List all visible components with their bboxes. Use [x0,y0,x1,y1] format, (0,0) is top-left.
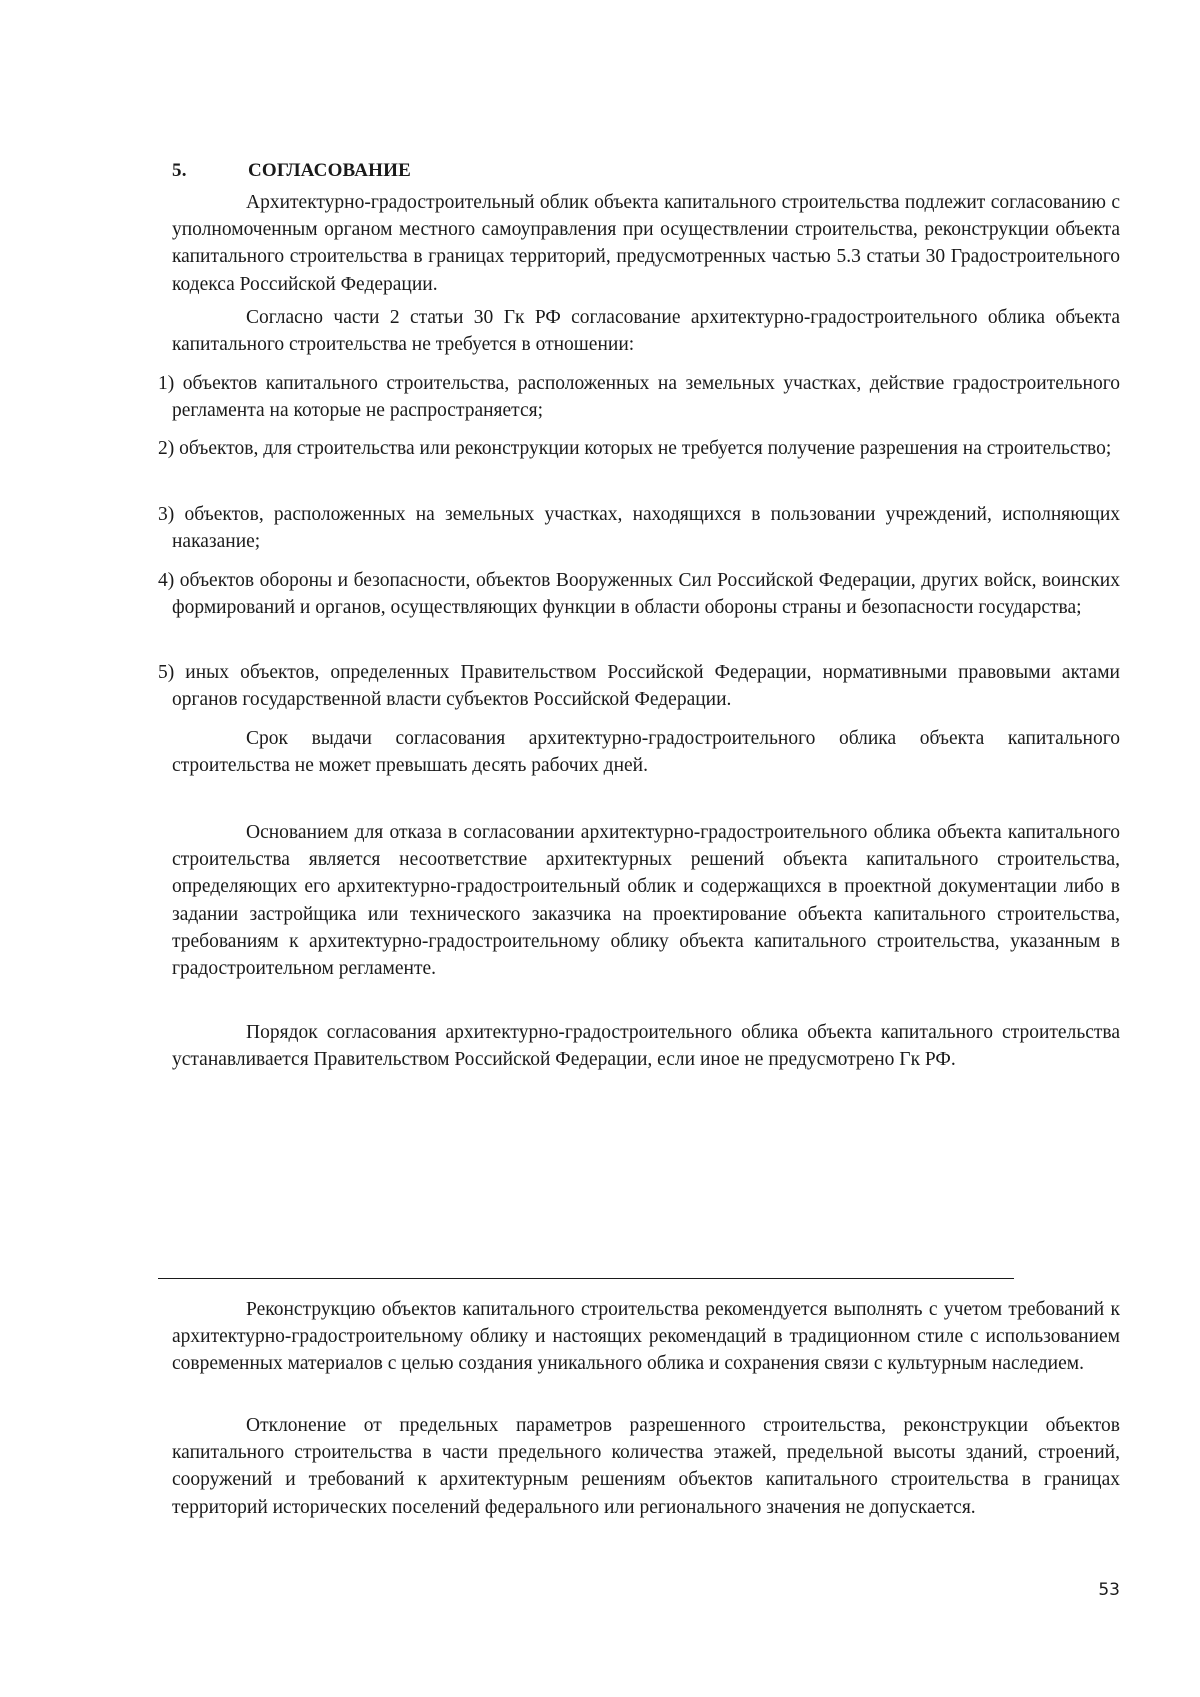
section-heading [172,160,411,182]
paragraph-refusal-grounds: Основанием для отказа в согласовании архитектурно-градостроительного облика объекта капитального строительства является несоответствие архитектурных решений объекта капитального строительства, определяющих его архитектурно-градостроительный облик и содержащихся в проектной документации либо в задании застройщика или технического заказчика на проектирование объекта капитального строительства, требованиям к архитектурно-градостроительному облику объекта капитального строительства, указанным в градостроительном регламенте. [172,822,1120,980]
paragraph-reconstruction-recommendation: Реконструкцию объектов капитального строительства рекомендуется выполнять с учетом требований к архитектурно-градостроительному облику и настоящих рекомендаций в традиционном стиле с использованием современных материалов с целью создания уникального облика и сохранения связи с культурным наследием. [172,1299,1120,1375]
paragraph-deadline: Срок выдачи согласования архитектурно-градостроительного облика объекта капитального строительства не может превышать десять рабочих дней. [172,728,1120,777]
list-item-5: 5) иных объектов, определенных Правительством Российской Федерации, нормативными правовыми актами органов государственной власти субъектов Российской Федерации. [158,662,1120,711]
horizontal-divider [158,1278,1014,1279]
paragraph-procedure: Порядок согласования архитектурно-градостроительного облика объекта капитального строительства устанавливается Правительством Российской Федерации, если иное не предусмотрено Гк РФ. [172,1022,1120,1071]
list-item-3: 3) объектов, расположенных на земельных участках, находящихся в пользовании учреждений, исполняющих наказание; [158,504,1120,553]
page-number: 53 [1098,1580,1120,1600]
paragraph-approval-requirement: Архитектурно-градостроительный облик объекта капитального строительства подлежит согласованию с уполномоченным органом местного самоуправления при осуществлении строительства, реконструкции объекта капитального строительства в границах территорий, предусмотренных частью 5.3 статьи 30 Градостроительного кодекса Российской Федерации. [172,192,1120,295]
list-item-2: 2) объектов, для строительства или реконструкции которых не требуется получение разрешения на строительство; [158,438,1112,459]
paragraph-exemptions-intro: Согласно части 2 статьи 30 Гк РФ согласование архитектурно-градостроительного облика объекта капитального строительства не требуется в отношении: [172,307,1120,356]
list-item-4: 4) объектов обороны и безопасности, объектов Вооруженных Сил Российской Федерации, других войск, воинских формирований и органов, осуществляющих функции в области обороны страны и безопасности государства; [158,570,1120,619]
section-number: 5. [172,160,187,181]
section-title: СОГЛАСОВАНИЕ [248,160,411,181]
paragraph-deviation-prohibition: Отклонение от предельных параметров разрешенного строительства, реконструкции объектов капитального строительства в части предельного количества этажей, предельной высоты зданий, строений, сооружений и требований к архитектурным решениям объектов капитального строительства в границах территорий исторических поселений федерального или регионального значения не допускается. [172,1415,1120,1518]
list-item-1: 1) объектов капитального строительства, расположенных на земельных участках, действие градостроительного регламента на которые не распространяется; [158,373,1120,422]
